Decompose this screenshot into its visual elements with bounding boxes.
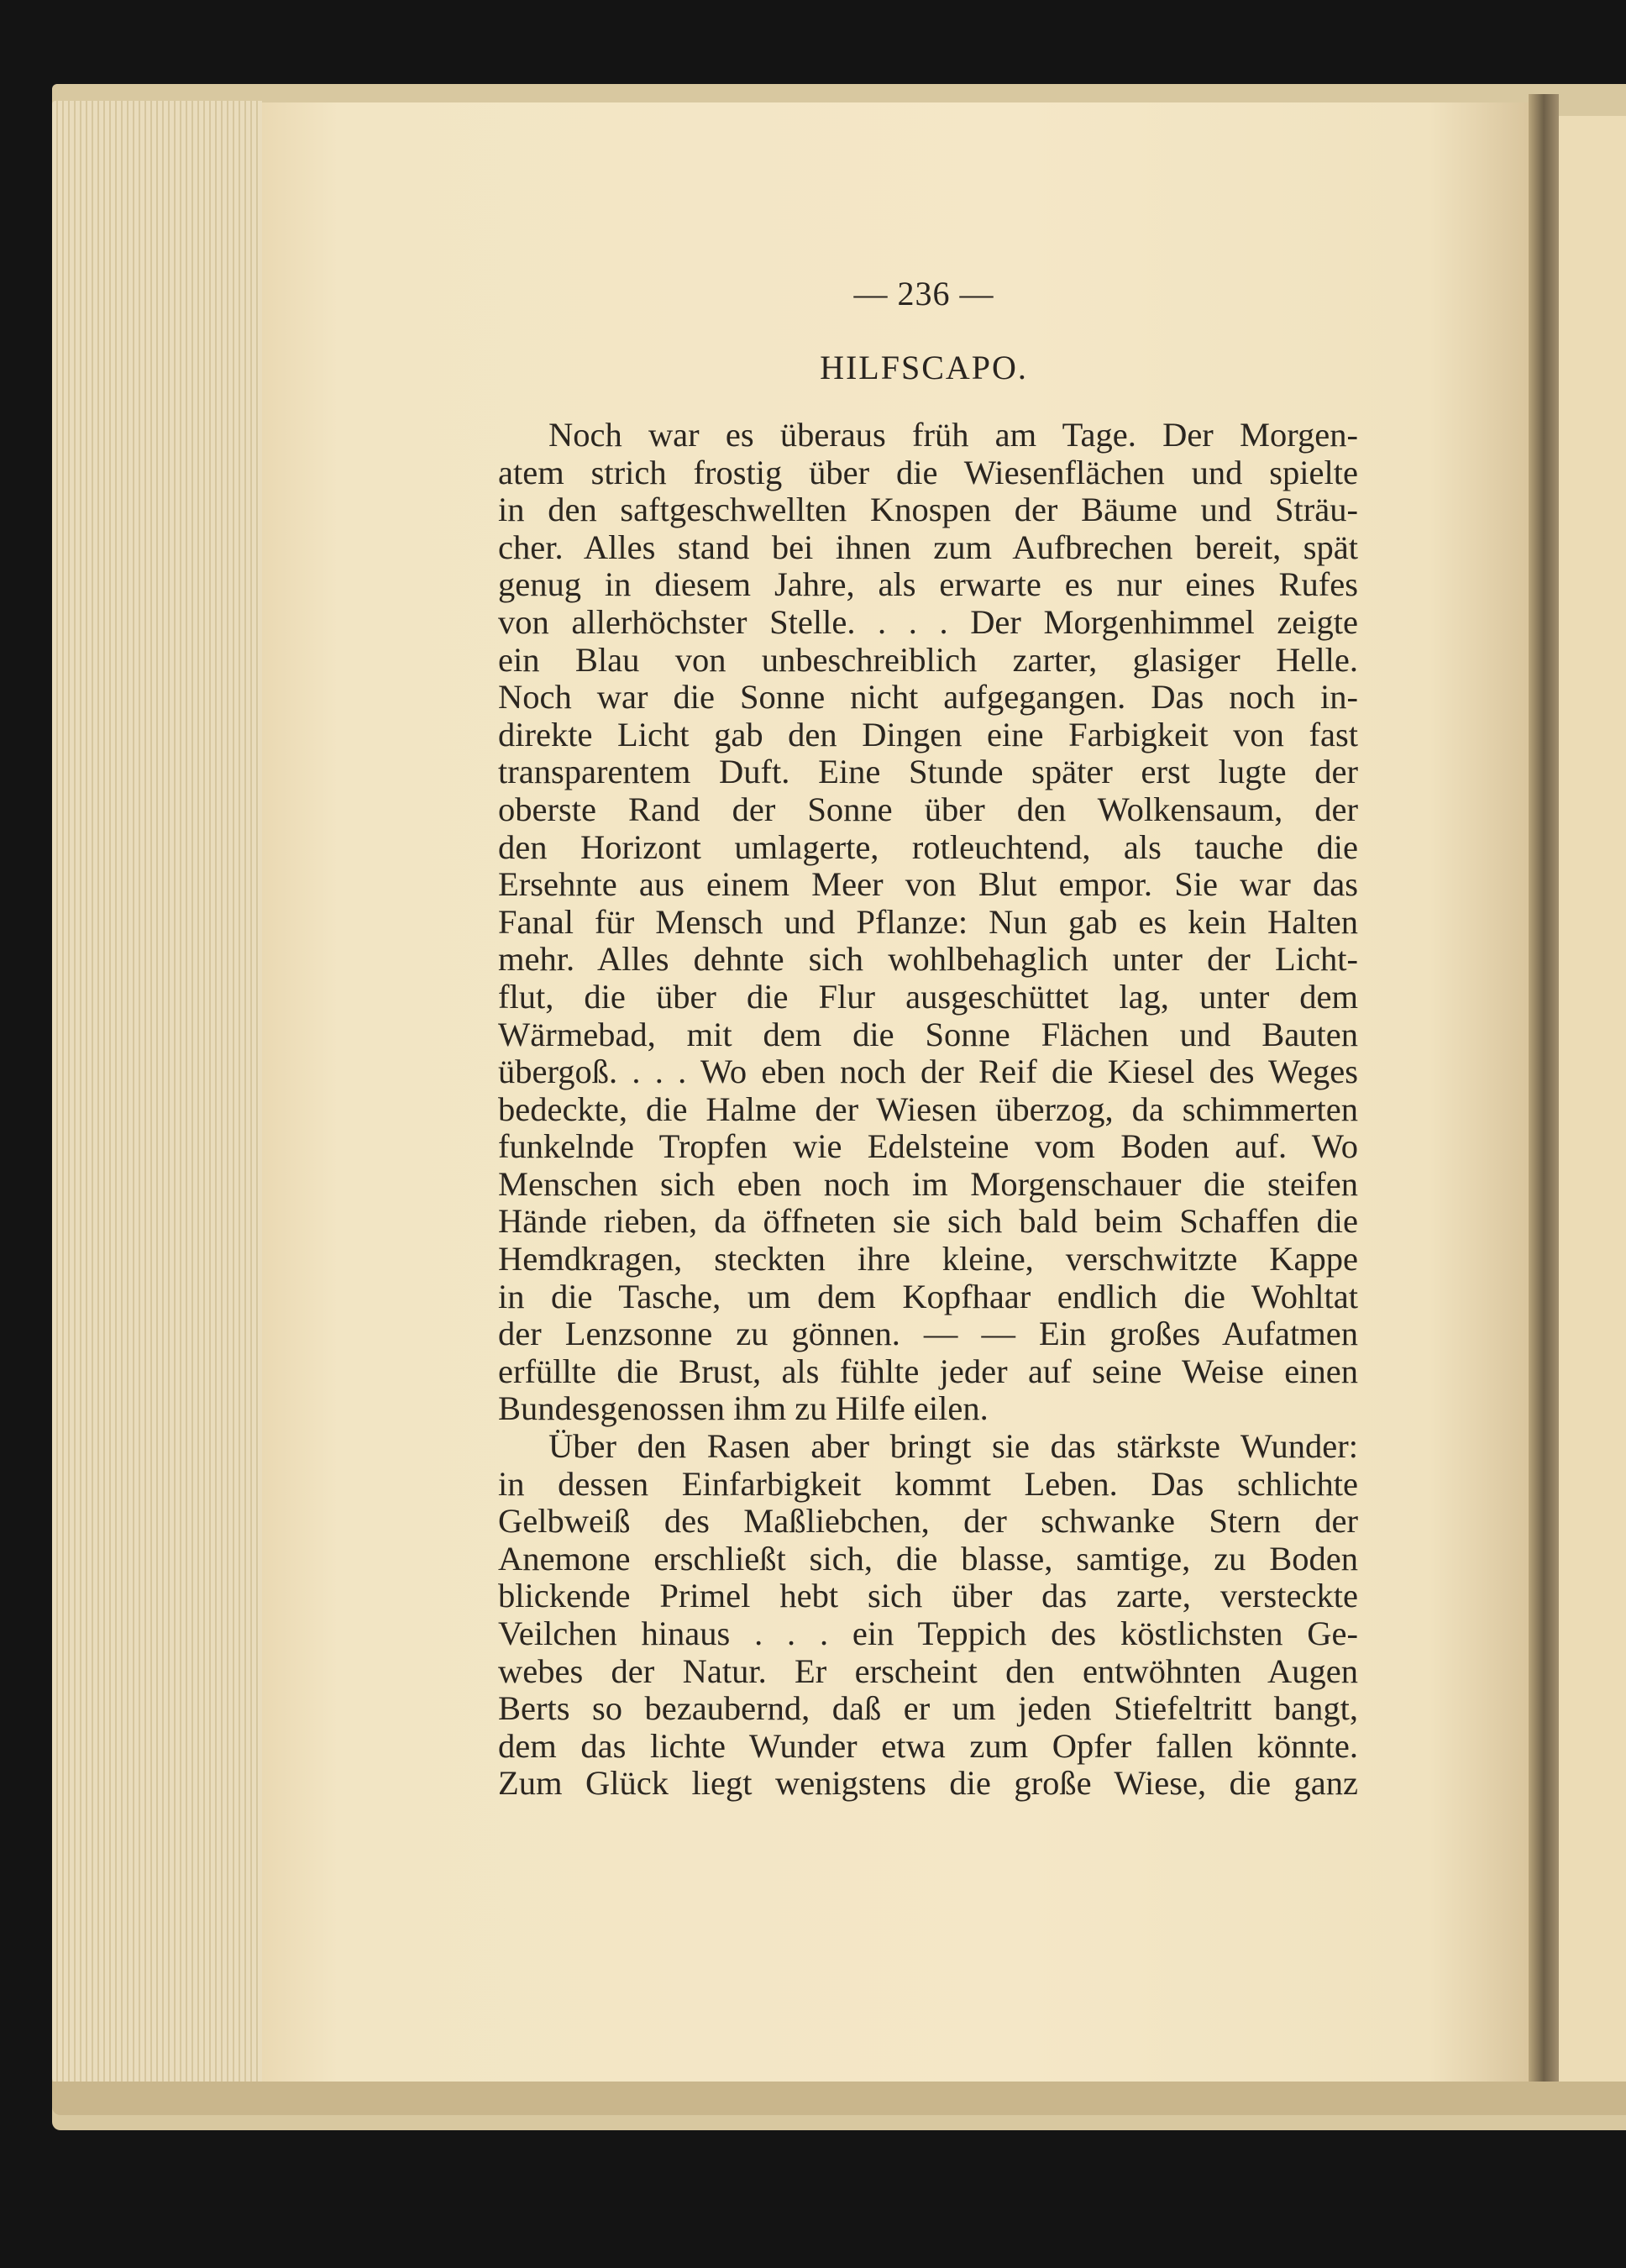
text-line: Bundesgenossen ihm zu Hilfe eilen.: [498, 1389, 989, 1428]
chapter-title: HILFSCAPO.: [820, 349, 1028, 386]
text-line: in die Tasche, um dem Kopfhaar endlich die Wohltat: [498, 1277, 1358, 1315]
text-line: erfüllte die Brust, als fühlte jeder auf seine Weise einen: [498, 1352, 1358, 1390]
text-line: den Horizont umlagerte, rotleuchtend, als tauche die: [498, 827, 1358, 866]
cover-bottom-edge: [52, 2082, 1626, 2115]
text-line: bedeckte, die Halme der Wiesen überzog, da schimmerten: [498, 1089, 1358, 1128]
text-line: webes der Natur. Er erscheint den entwöhnten Augen: [498, 1651, 1358, 1690]
text-line: Wärmebad, mit dem die Sonne Flächen und Bauten: [498, 1015, 1358, 1053]
text-line: Hemdkragen, steckten ihre kleine, verschwitzte Kappe: [498, 1240, 1358, 1278]
text-line: oberste Rand der Sonne über den Wolkensaum, der: [498, 790, 1358, 828]
facing-page-edge: [1559, 116, 1626, 2082]
text-line: dem das lichte Wunder etwa zum Opfer fallen könnte.: [498, 1726, 1358, 1765]
text-line: Berts so bezaubernd, daß er um jeden Stiefeltritt bangt,: [498, 1689, 1358, 1728]
text-line: Veilchen hinaus . . . ein Teppich des köstlichsten Ge-: [498, 1614, 1358, 1652]
text-line: ein Blau von unbeschreiblich zarter, glasiger Helle.: [498, 640, 1358, 679]
text-line: direkte Licht gab den Dingen eine Farbigkeit von fast: [498, 715, 1358, 753]
text-line: Zum Glück liegt wenigstens die große Wiese, die ganz: [498, 1764, 1358, 1803]
text-line: Menschen sich eben noch im Morgenschauer die steifen: [498, 1164, 1358, 1203]
text-line: übergoß. . . . Wo eben noch der Reif die Kiesel des Weges: [498, 1053, 1358, 1091]
text-line: funkelnde Tropfen wie Edelsteine vom Boden auf. Wo: [498, 1127, 1358, 1166]
page-number: — 236 —: [853, 275, 994, 312]
text-line: von allerhöchster Stelle. . . . Der Morgenhimmel zeigte: [498, 602, 1358, 641]
text-line: Ersehnte aus einem Meer von Blut empor. Sie war das: [498, 865, 1358, 904]
text-line: Gelbweiß des Maßliebchen, der schwanke Stern der: [498, 1502, 1358, 1541]
text-line: Über den Rasen aber bringt sie das stärkste Wunder:: [548, 1427, 1358, 1466]
text-line: blickende Primel hebt sich über das zarte, versteckte: [498, 1577, 1358, 1615]
body-text: [498, 417, 1358, 1803]
text-line: transparentem Duft. Eine Stunde später erst lugte der: [498, 753, 1358, 791]
text-line: Noch war es überaus früh am Tage. Der Morgen-: [548, 416, 1358, 454]
text-line: der Lenzsonne zu gönnen. — — Ein großes Aufatmen: [498, 1315, 1358, 1353]
text-line: mehr. Alles dehnte sich wohlbehaglich unter der Licht-: [498, 940, 1358, 979]
text-line: in dessen Einfarbigkeit kommt Leben. Das schlichte: [498, 1464, 1358, 1503]
text-line: genug in diesem Jahre, als erwarte es nur eines Rufes: [498, 565, 1358, 604]
text-line: Hände rieben, da öffneten sie sich bald beim Schaffen die: [498, 1202, 1358, 1241]
text-line: Anemone erschließt sich, die blasse, samtige, zu Boden: [498, 1539, 1358, 1578]
page-edges: [52, 101, 262, 2083]
book-gutter: [1529, 94, 1559, 2090]
text-line: Fanal für Mensch und Pflanze: Nun gab es kein Halten: [498, 902, 1358, 941]
text-line: atem strich frostig über die Wiesenflächen und spielte: [498, 453, 1358, 491]
text-line: Noch war die Sonne nicht aufgegangen. Das noch in-: [498, 678, 1358, 717]
text-line: in den saftgeschwellten Knospen der Bäume und Sträu-: [498, 491, 1358, 529]
text-line: flut, die über die Flur ausgeschüttet lag, unter dem: [498, 977, 1358, 1016]
text-line: cher. Alles stand bei ihnen zum Aufbrechen bereit, spät: [498, 528, 1358, 566]
